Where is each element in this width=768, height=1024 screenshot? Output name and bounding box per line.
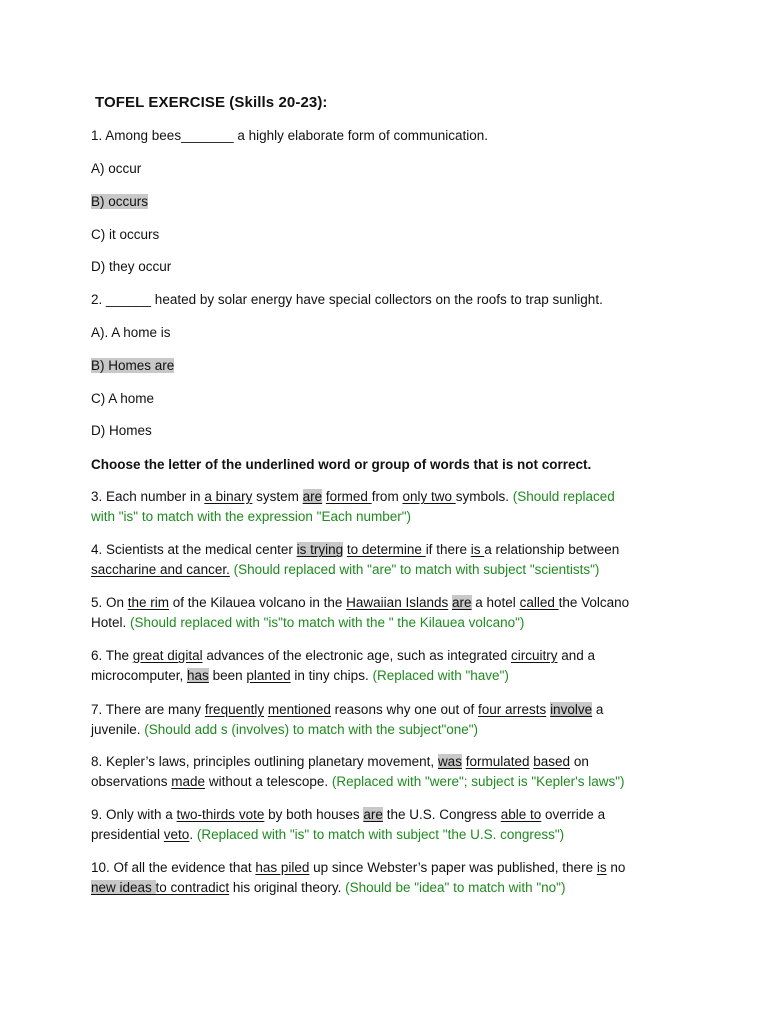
text: of the Kilauea volcano in the xyxy=(169,595,347,610)
text: the U.S. Congress xyxy=(382,807,501,822)
underlined-option: Hawaiian Islands xyxy=(346,595,449,610)
text: reasons why one out of xyxy=(330,702,479,717)
text: 6. The xyxy=(91,648,133,663)
question-10-line-1 xyxy=(91,859,625,877)
question-3-line-2: with "is" to match with the expression "Each number") xyxy=(91,509,412,524)
text: from xyxy=(371,489,403,504)
text: symbols. xyxy=(455,489,513,504)
underlined-option: is xyxy=(596,860,607,875)
correction-note: (Should be "idea" to match with "no") xyxy=(345,880,566,895)
question-9-line-2 xyxy=(91,826,564,844)
question-1-stem: 1. Among bees_______ a highly elaborate form of communication. xyxy=(91,128,488,143)
error-highlight: was xyxy=(437,754,462,769)
underlined-option: able to xyxy=(500,807,542,822)
question-1-option-b xyxy=(91,193,148,211)
text: 5. On xyxy=(91,595,128,610)
question-8-line-1 xyxy=(91,753,589,771)
exercise-title: TOFEL EXERCISE (Skills 20-23): xyxy=(95,94,328,111)
underlined-option: two-thirds vote xyxy=(176,807,265,822)
underlined-option: veto xyxy=(163,827,190,842)
error-highlight: has xyxy=(187,668,209,683)
text: 8. Kepler’s laws, principles outlining planetary movement, xyxy=(91,754,438,769)
underlined-option: made xyxy=(171,774,206,789)
text: override a xyxy=(541,807,606,822)
text: . xyxy=(189,827,197,842)
question-5-line-2 xyxy=(91,614,524,632)
underlined-option: called xyxy=(519,595,559,610)
underlined-option: has piled xyxy=(255,860,310,875)
underlined-option: formed xyxy=(325,489,372,504)
text: 4. Scientists at the medical center xyxy=(91,542,297,557)
underlined-option: only two xyxy=(402,489,456,504)
underlined-option: frequently xyxy=(204,702,265,717)
question-2-option-d: D) Homes xyxy=(91,423,152,438)
text: observations xyxy=(91,774,172,789)
question-2-option-b xyxy=(91,357,174,375)
text: his original theory. xyxy=(229,880,346,895)
underlined-option: planted xyxy=(246,668,291,683)
underlined-option: four arrests xyxy=(478,702,547,717)
question-6-line-1 xyxy=(91,647,595,665)
underlined-option: the rim xyxy=(127,595,170,610)
text: juvenile. xyxy=(91,722,145,737)
text: the Volcano xyxy=(558,595,630,610)
question-4-line-1 xyxy=(91,541,619,559)
question-7-line-2 xyxy=(91,721,478,739)
text: presidential xyxy=(91,827,164,842)
correction-note: (Should replaced with "is"to match with the " the Kilauea volcano") xyxy=(130,615,525,630)
answer-highlight: B) occurs xyxy=(91,194,149,209)
correction-note: (Replaced with "were"; subject is "Kepler's laws") xyxy=(331,774,625,789)
text: system xyxy=(252,489,303,504)
section-instruction: Choose the letter of the underlined word or group of words that is not correct. xyxy=(91,457,592,472)
error-highlight: are xyxy=(452,595,472,610)
underlined-option: circuitry xyxy=(511,648,558,663)
text: in tiny chips. xyxy=(290,668,373,683)
text: been xyxy=(208,668,247,683)
underlined-option: saccharine and cancer. xyxy=(91,562,230,577)
question-2-option-c: C) A home xyxy=(91,391,155,406)
question-9-line-1 xyxy=(91,806,605,824)
error-highlight: is trying xyxy=(296,542,344,557)
text: 10. Of all the evidence that xyxy=(91,860,256,875)
text: advances of the electronic age, such as integrated xyxy=(202,648,512,663)
question-3-line-1 xyxy=(91,488,615,506)
underlined-option: a binary xyxy=(204,489,253,504)
text: 3. Each number in xyxy=(91,489,205,504)
question-5-line-1 xyxy=(91,594,629,612)
text: up since Webster’s paper was published, there xyxy=(309,860,597,875)
error-highlight: new ideas xyxy=(91,880,156,895)
text: by both houses xyxy=(264,807,364,822)
underlined-option: to determine xyxy=(346,542,426,557)
text: microcomputer, xyxy=(91,668,188,683)
text: a xyxy=(592,702,604,717)
error-highlight: involve xyxy=(550,702,593,717)
question-1-option-a: A) occur xyxy=(91,161,142,176)
text: if there xyxy=(425,542,471,557)
text: and a xyxy=(557,648,596,663)
underlined-option: mentioned xyxy=(267,702,331,717)
question-6-line-2 xyxy=(91,667,509,685)
text: 7. There are many xyxy=(91,702,205,717)
question-2-stem: 2. ______ heated by solar energy have special collectors on the roofs to trap sunlight. xyxy=(91,292,603,307)
error-highlight: are xyxy=(363,807,383,822)
underlined-option: formulated xyxy=(465,754,530,769)
correction-note: (Should add s (involves) to match with the subject"one") xyxy=(144,722,479,737)
question-2-option-a: A). A home is xyxy=(91,325,171,340)
text: without a telescope. xyxy=(205,774,332,789)
underlined-option: to contradict xyxy=(155,880,230,895)
answer-highlight: B) Homes are xyxy=(91,358,175,373)
text: 9. Only with a xyxy=(91,807,177,822)
text: a relationship between xyxy=(484,542,620,557)
correction-note: (Replaced with "is" to match with subject "the U.S. congress") xyxy=(196,827,565,842)
error-highlight: are xyxy=(302,489,323,504)
correction-note: (Should replaced xyxy=(512,489,615,504)
question-1-option-d: D) they occur xyxy=(91,259,172,274)
question-10-line-2 xyxy=(91,879,565,897)
text: Hotel. xyxy=(91,615,131,630)
underlined-option: is xyxy=(470,542,485,557)
correction-note: (Should replaced with "are" to match with subject "scientists") xyxy=(229,562,600,577)
text: a hotel xyxy=(471,595,520,610)
text: no xyxy=(606,860,626,875)
underlined-option: based xyxy=(533,754,571,769)
text: on xyxy=(570,754,589,769)
underlined-option: great digital xyxy=(132,648,203,663)
correction-note: (Replaced with "have") xyxy=(372,668,509,683)
question-4-line-2 xyxy=(91,561,599,579)
question-7-line-1 xyxy=(91,701,603,719)
question-8-line-2 xyxy=(91,773,625,791)
question-1-option-c: C) it occurs xyxy=(91,227,160,242)
